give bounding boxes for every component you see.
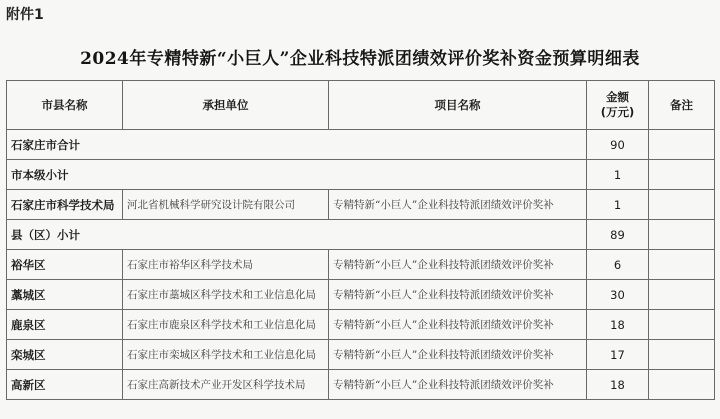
row-city: 裕华区: [7, 250, 123, 280]
row-remark: [649, 190, 715, 220]
row-remark: [649, 310, 715, 340]
budget-table: [6, 80, 715, 400]
row-unit: 石家庄市藁城区科学技术和工业信息化局: [123, 280, 329, 310]
row-unit: 石家庄高新技术产业开发区科学技术局: [123, 370, 329, 400]
row-amount: 18: [587, 370, 649, 400]
attachment-label: 附件1: [6, 7, 44, 23]
row-remark: [649, 280, 715, 310]
table-row: [7, 160, 715, 190]
row-remark: [649, 250, 715, 280]
row-unit: 河北省机械科学研究设计院有限公司: [123, 190, 329, 220]
table-row: [7, 130, 715, 160]
row-remark: [649, 130, 715, 160]
row-city: 栾城区: [7, 340, 123, 370]
row-city: 市本级小计: [7, 160, 587, 190]
table-row: [7, 250, 715, 280]
row-unit: 石家庄市鹿泉区科学技术和工业信息化局: [123, 310, 329, 340]
row-project: 专精特新“小巨人”企业科技特派团绩效评价奖补: [329, 250, 587, 280]
row-remark: [649, 160, 715, 190]
header-unit: 承担单位: [123, 81, 329, 130]
header-amount-line2: (万元): [600, 105, 635, 119]
row-remark: [649, 220, 715, 250]
row-city: 鹿泉区: [7, 310, 123, 340]
row-amount: 6: [587, 250, 649, 280]
row-amount: 1: [587, 160, 649, 190]
row-amount: 1: [587, 190, 649, 220]
table-row: [7, 310, 715, 340]
row-unit: 石家庄市裕华区科学技术局: [123, 250, 329, 280]
table-row: [7, 220, 715, 250]
row-city: 石家庄市合计: [7, 130, 587, 160]
row-city: 高新区: [7, 370, 123, 400]
row-unit: 石家庄市栾城区科学技术和工业信息化局: [123, 340, 329, 370]
row-remark: [649, 370, 715, 400]
row-amount: 17: [587, 340, 649, 370]
row-project: 专精特新“小巨人”企业科技特派团绩效评价奖补: [329, 280, 587, 310]
table-row: [7, 190, 715, 220]
header-city: 市县名称: [7, 81, 123, 130]
header-amount-line1: 金额: [606, 90, 629, 104]
row-city: 石家庄市科学技术局: [7, 190, 123, 220]
row-project: 专精特新“小巨人”企业科技特派团绩效评价奖补: [329, 370, 587, 400]
row-project: 专精特新“小巨人”企业科技特派团绩效评价奖补: [329, 310, 587, 340]
row-remark: [649, 340, 715, 370]
table-row: [7, 280, 715, 310]
row-amount: 18: [587, 310, 649, 340]
row-amount: 89: [587, 220, 649, 250]
row-amount: 90: [587, 130, 649, 160]
table-row: [7, 370, 715, 400]
header-project: 项目名称: [329, 81, 587, 130]
table-row: [7, 340, 715, 370]
row-project: 专精特新“小巨人”企业科技特派团绩效评价奖补: [329, 340, 587, 370]
row-city: 县（区）小计: [7, 220, 587, 250]
header-amount: [587, 81, 649, 130]
row-project: 专精特新“小巨人”企业科技特派团绩效评价奖补: [329, 190, 587, 220]
header-remark: 备注: [649, 81, 715, 130]
document-title: 2024年专精特新“小巨人”企业科技特派团绩效评价奖补资金预算明细表: [80, 49, 640, 69]
row-amount: 30: [587, 280, 649, 310]
table-header-row: [7, 81, 715, 130]
row-city: 藁城区: [7, 280, 123, 310]
table-body: [7, 130, 715, 400]
